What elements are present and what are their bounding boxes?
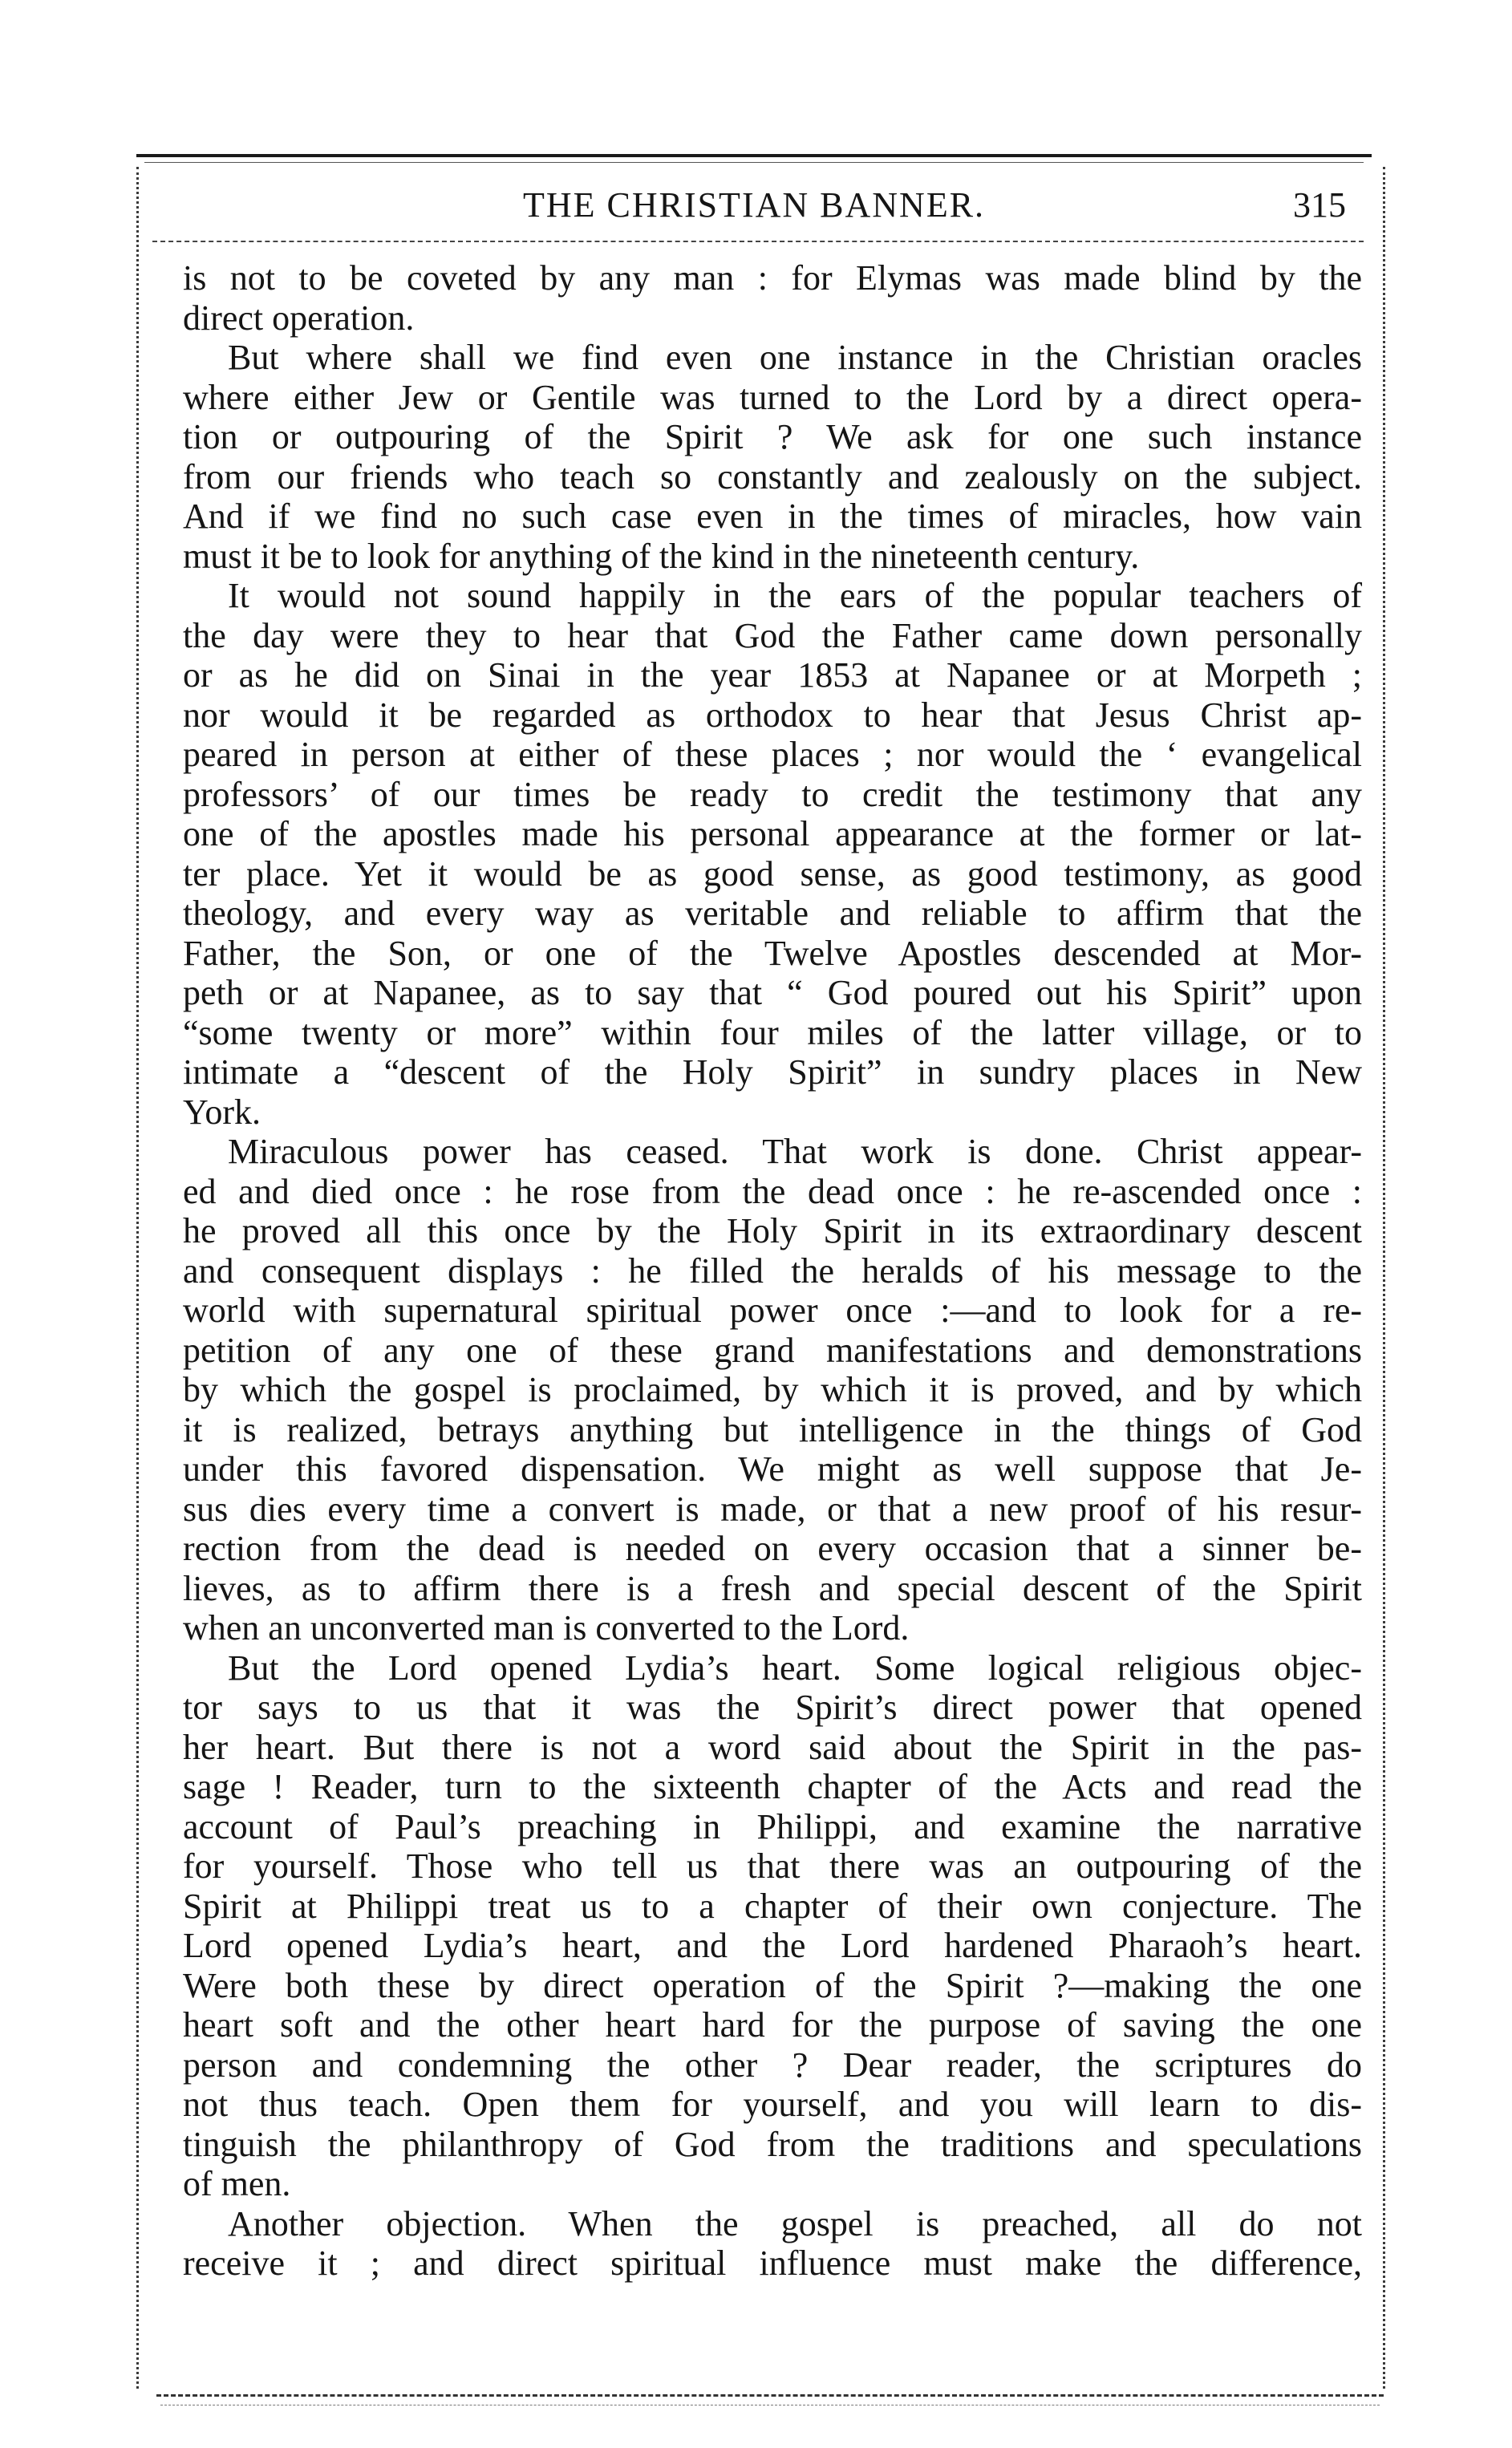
- text-line: where either Jew or Gentile was turned to the Lord by a direct opera-: [183, 377, 1362, 417]
- text-line: heart soft and the other heart hard for the purpose of saving the one: [183, 2005, 1362, 2045]
- text-line: he proved all this once by the Holy Spirit in its extraordinary descent: [183, 1211, 1362, 1250]
- text-line: is not to be coveted by any man : for Elymas was made blind by the: [183, 258, 1362, 298]
- text-line: it is realized, betrays anything but intelligence in the things of God: [183, 1409, 1362, 1449]
- text-line: theology, and every way as veritable and reliable to affirm that the: [183, 894, 1362, 933]
- right-margin-rule: [1383, 167, 1385, 2389]
- text-line: must it be to look for anything of the kind in the nineteenth century.: [183, 536, 1140, 576]
- text-line: for yourself. Those who tell us that there was an outpouring of the: [183, 1846, 1362, 1886]
- text-line: intimate a “descent of the Holy Spirit” in sundry places in New: [183, 1052, 1362, 1092]
- text-line: Were both these by direct operation of the Spirit ?—making the one: [183, 1965, 1362, 2005]
- header-rule: [152, 241, 1364, 242]
- text-line: tinguish the philanthropy of God from the traditions and speculations: [183, 2124, 1362, 2164]
- text-line: York.: [183, 1092, 261, 1132]
- text-line: not thus teach. Open them for yourself, and you will learn to dis-: [183, 2085, 1362, 2124]
- text-line: of men.: [183, 2164, 291, 2203]
- text-line: when an unconverted man is converted to the Lord.: [183, 1608, 910, 1648]
- text-line: Miraculous power has ceased. That work is done. Christ appear-: [228, 1132, 1362, 1171]
- text-line: petition of any one of these grand manifestations and demonstrations: [183, 1330, 1362, 1370]
- body-text: [183, 258, 1362, 2284]
- text-line: by which the gospel is proclaimed, by which it is proved, and by which: [183, 1370, 1362, 1409]
- text-line: ed and died once : he rose from the dead once : he re-ascended once :: [183, 1171, 1362, 1211]
- text-line: sus dies every time a convert is made, or that a new proof of his resur-: [183, 1489, 1362, 1529]
- text-line: Spirit at Philippi treat us to a chapter of their own conjecture. The: [183, 1886, 1362, 1926]
- running-title: THE CHRISTIAN BANNER.: [522, 185, 986, 225]
- text-line: nor would it be regarded as orthodox to hear that Jesus Christ ap-: [183, 695, 1362, 735]
- left-margin-rule: [136, 167, 139, 2389]
- text-line: And if we find no such case even in the times of miracles, how vain: [183, 496, 1362, 536]
- text-line: person and condemning the other ? Dear reader, the scriptures do: [183, 2045, 1362, 2085]
- text-line: account of Paul’s preaching in Philippi, and examine the narrative: [183, 1806, 1362, 1846]
- text-line: But the Lord opened Lydia’s heart. Some logical religious objec-: [228, 1648, 1362, 1688]
- text-line: and consequent displays : he filled the heralds of his message to the: [183, 1250, 1362, 1291]
- text-line: rection from the dead is needed on every occasion that a sinner be-: [183, 1529, 1362, 1568]
- text-line: peared in person at either of these places ; nor would the ‘ evangelical: [183, 735, 1362, 774]
- text-line: world with supernatural spiritual power once :—and to look for a re-: [183, 1291, 1362, 1330]
- text-line: sage ! Reader, turn to the sixteenth chapter of the Acts and read the: [183, 1767, 1362, 1806]
- text-line: the day were they to hear that God the Father came down personally: [183, 615, 1362, 655]
- bottom-rule: [156, 2394, 1384, 2397]
- text-line: under this favored dispensation. We might as well suppose that Je-: [183, 1449, 1362, 1489]
- text-line: receive it ; and direct spiritual influence must make the difference,: [183, 2243, 1362, 2283]
- text-line: her heart. But there is not a word said about the Spirit in the pas-: [183, 1727, 1362, 1767]
- text-line: But where shall we find even one instance in the Christian oracles: [228, 338, 1362, 377]
- text-line: professors’ of our times be ready to credit the testimony that any: [183, 774, 1362, 814]
- page-number: 315: [1293, 185, 1346, 225]
- text-line: lieves, as to affirm there is a fresh and special descent of the Spirit: [183, 1568, 1362, 1608]
- text-line: Another objection. When the gospel is preached, all do not: [228, 2203, 1362, 2243]
- text-line: one of the apostles made his personal appearance at the former or lat-: [183, 814, 1362, 853]
- text-line: from our friends who teach so constantly and zealously on the subject.: [183, 456, 1362, 496]
- text-line: tion or outpouring of the Spirit ? We ask for one such instance: [183, 417, 1362, 456]
- text-line: direct operation.: [183, 298, 415, 338]
- text-line: peth or at Napanee, as to say that “ God poured out his Spirit” upon: [183, 973, 1362, 1012]
- top-rule: [136, 154, 1372, 157]
- text-line: or as he did on Sinai in the year 1853 at Napanee or at Morpeth ;: [183, 655, 1362, 695]
- text-line: Father, the Son, or one of the Twelve Apostles descended at Mor-: [183, 933, 1362, 973]
- text-line: ter place. Yet it would be as good sense, as good testimony, as good: [183, 853, 1362, 894]
- text-line: tor says to us that it was the Spirit’s direct power that opened: [183, 1688, 1362, 1727]
- text-line: “some twenty or more” within four miles of the latter village, or to: [183, 1012, 1362, 1052]
- text-line: Lord opened Lydia’s heart, and the Lord hardened Pharaoh’s heart.: [183, 1926, 1362, 1965]
- top-rule-thin: [144, 162, 1364, 163]
- text-line: It would not sound happily in the ears of the popular teachers of: [228, 576, 1362, 615]
